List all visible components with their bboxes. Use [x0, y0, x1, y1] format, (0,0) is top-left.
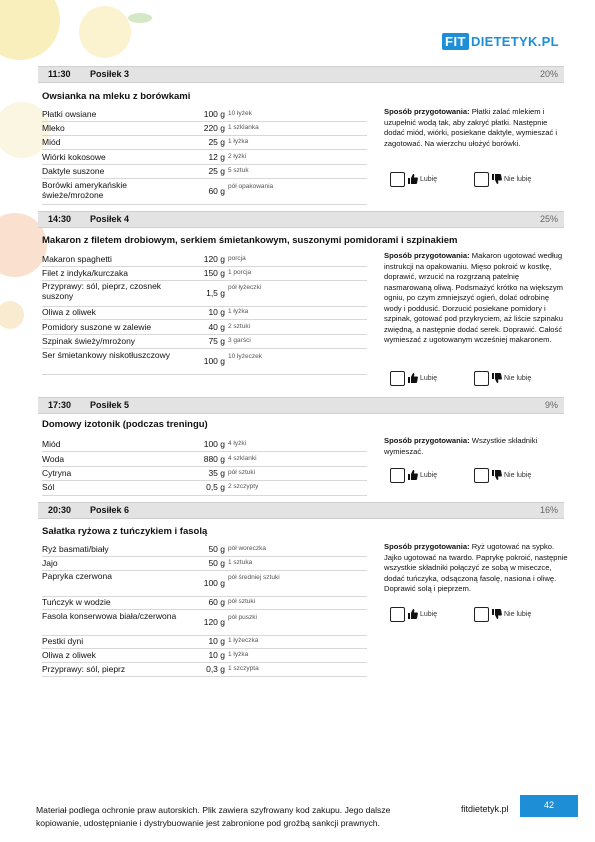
- copyright-line-1: Materiał podlega ochronie praw autorskich. Plik zawiera szyfrowany kod zakupu. Jego dalsze: [36, 805, 391, 815]
- ingredient-unit: 10 łyżek: [228, 110, 252, 117]
- ingredient-name: Przyprawy: sól, pieprz: [42, 664, 126, 674]
- ingredient-quantity: 100 g: [203, 578, 225, 588]
- ingredient-name: Szpinak świeży/mrożony: [42, 336, 136, 346]
- logo-text: DIETETYK.PL: [471, 33, 559, 49]
- meal-name: Posiłek 5: [90, 400, 130, 410]
- ingredient-quantity: 10 g: [208, 650, 225, 660]
- ingredient-unit: 1 sztuka: [228, 559, 253, 566]
- ingredient-row: [42, 662, 367, 677]
- ingredient-name: Papryka czerwona: [42, 571, 112, 581]
- meal-percent: 25%: [539, 214, 558, 224]
- ingredient-name: Miód: [42, 439, 61, 449]
- meal-percent: 16%: [539, 505, 558, 515]
- ingredient-row: [42, 648, 367, 663]
- ingredient-quantity: 60 g: [208, 186, 225, 196]
- ingredient-row: [42, 635, 367, 649]
- ingredient-unit: 3 garści: [228, 337, 251, 344]
- ingredient-quantity: 60 g: [208, 597, 225, 607]
- ingredient-row: [42, 349, 367, 375]
- ingredient-row: [42, 480, 367, 496]
- dislike-checkbox[interactable]: [474, 172, 489, 187]
- recipe-title: Owsianka na mleku z borówkami: [42, 91, 191, 102]
- ingredient-name: Oliwa z oliwek: [42, 650, 96, 660]
- meal-percent: 20%: [539, 69, 558, 79]
- ingredient-name: Wiórki kokosowe: [42, 152, 106, 162]
- ingredient-unit: pół średniej sztuki: [228, 574, 280, 581]
- ingredient-quantity: 120 g: [203, 617, 225, 627]
- dislike-checkbox[interactable]: [474, 468, 489, 483]
- preparation-body: Wszystkie składniki wymieszać.: [384, 436, 538, 456]
- ingredient-name: Cytryna: [42, 468, 72, 478]
- ingredient-quantity: 50 g: [208, 544, 225, 554]
- preparation-text: [384, 436, 568, 457]
- ingredient-row: [42, 610, 367, 636]
- like-label: Lubię: [420, 472, 438, 479]
- ingredient-unit: 2 szczypty: [228, 483, 259, 490]
- ingredient-row: [42, 253, 367, 267]
- ingredient-quantity: 100 g: [203, 356, 225, 366]
- ingredient-unit: 1 łyżka: [228, 651, 249, 658]
- meal-header: [38, 502, 564, 519]
- meal-time: 20:30: [48, 505, 72, 515]
- ingredient-unit: 1 porcja: [228, 269, 252, 276]
- ingredient-quantity: 10 g: [208, 307, 225, 317]
- preparation-text: [384, 251, 568, 346]
- ingredient-row: [42, 267, 367, 281]
- dislike-label: Nie lubię: [504, 176, 532, 183]
- ingredient-quantity: 0,3 g: [206, 664, 225, 674]
- like-label: Lubię: [420, 375, 438, 382]
- ingredient-name: Przyprawy: sól, pieprz, czosnek suszony: [42, 281, 162, 301]
- preparation-text: [384, 542, 568, 595]
- recipe-title: Sałatka ryżowa z tuńczykiem i fasolą: [42, 526, 208, 537]
- ingredient-row: [42, 108, 367, 122]
- ingredient-quantity: 50 g: [208, 558, 225, 568]
- meal-percent: 9%: [544, 400, 558, 410]
- ingredient-unit: 1 szczypta: [228, 665, 259, 672]
- meal-header: [38, 66, 564, 83]
- ingredient-unit: 2 łyżki: [228, 153, 247, 160]
- meal-time: 17:30: [48, 400, 72, 410]
- ingredient-row: [42, 556, 367, 571]
- ingredient-quantity: 25 g: [208, 137, 225, 147]
- ingredient-unit: pół łyżeczki: [228, 284, 262, 291]
- ingredient-unit: pół woreczka: [228, 545, 266, 552]
- ingredient-unit: 1 łyżeczka: [228, 637, 259, 644]
- logo-fit: FIT: [442, 33, 469, 50]
- ingredient-quantity: 880 g: [203, 454, 225, 464]
- footer-site[interactable]: fitdietetyk.pl: [461, 804, 509, 814]
- ingredient-row: [42, 334, 367, 349]
- ingredient-name: Filet z indyka/kurczaka: [42, 268, 128, 278]
- ingredient-unit: pół puszki: [228, 614, 257, 621]
- ingredient-name: Fasola konserwowa biała/czerwona: [42, 611, 177, 621]
- meal-header: [38, 211, 564, 228]
- ingredient-unit: pół sztuki: [228, 469, 256, 476]
- ingredient-quantity: 40 g: [208, 322, 225, 332]
- ingredient-quantity: 75 g: [208, 336, 225, 346]
- brand-logo[interactable]: [442, 31, 559, 51]
- ingredient-unit: 10 łyżeczek: [228, 353, 262, 360]
- ingredient-row: [42, 570, 367, 597]
- ingredient-name: Tuńczyk w wodzie: [42, 597, 111, 607]
- like-checkbox[interactable]: [390, 172, 405, 187]
- ingredient-unit: 2 sztuki: [228, 323, 251, 330]
- ingredient-row: [42, 466, 367, 481]
- page-number: 42: [520, 795, 578, 817]
- ingredient-name: Ryż basmati/biały: [42, 544, 109, 554]
- ingredient-quantity: 0,5 g: [206, 482, 225, 492]
- ingredient-name: Płatki owsiane: [42, 109, 97, 119]
- ingredient-name: Pestki dyni: [42, 636, 84, 646]
- dislike-label: Nie lubię: [504, 611, 532, 618]
- ingredient-name: Mleko: [42, 123, 65, 133]
- meal-time: 14:30: [48, 214, 72, 224]
- like-checkbox[interactable]: [390, 607, 405, 622]
- ingredient-unit: 1 łyżka: [228, 308, 249, 315]
- ingredient-name: Makaron spaghetti: [42, 254, 112, 264]
- meal-header: [38, 397, 564, 414]
- ingredient-quantity: 120 g: [203, 254, 225, 264]
- like-checkbox[interactable]: [390, 371, 405, 386]
- ingredient-name: Pomidory suszone w zalewie: [42, 322, 152, 332]
- ingredient-row: [42, 306, 367, 320]
- ingredient-quantity: 1,5 g: [206, 288, 225, 298]
- ingredient-name: Woda: [42, 454, 65, 464]
- ingredient-quantity: 10 g: [208, 636, 225, 646]
- like-label: Lubię: [420, 176, 438, 183]
- ingredient-unit: 5 sztuk: [228, 167, 249, 174]
- ingredient-row: [42, 596, 367, 610]
- ingredient-name: Jajo: [42, 558, 58, 568]
- like-checkbox[interactable]: [390, 468, 405, 483]
- ingredient-quantity: 25 g: [208, 166, 225, 176]
- meal-time: 11:30: [48, 69, 71, 79]
- ingredient-row: [42, 437, 367, 452]
- copyright-line-2: kopiowanie, udostępnianie i dystrybuowanie jest zabronione pod groźbą sankcji prawnych.: [36, 818, 380, 828]
- ingredient-unit: pół opakowania: [228, 183, 274, 190]
- like-label: Lubię: [420, 611, 438, 618]
- ingredient-row: [42, 280, 367, 307]
- ingredient-name: Oliwa z oliwek: [42, 307, 96, 317]
- ingredient-name: Daktyle suszone: [42, 166, 105, 176]
- meal-name: Posiłek 4: [90, 214, 130, 224]
- ingredient-unit: 4 łyżki: [228, 440, 247, 447]
- ingredient-name: Borówki amerykańskie świeże/mrożone: [42, 180, 128, 200]
- copyright-notice: [36, 804, 436, 830]
- recipe-title: Makaron z filetem drobiowym, serkiem śmietankowym, suszonymi pomidorami i szpinakiem: [42, 235, 458, 246]
- preparation-body: Ryż ugotować na sypko. Jajko ugotować na twardo. Paprykę pokroić, następnie wszystkie składniki połączyć ze sobą w miseczce, dodać tuńczyka, odsączoną fasolę, nasiona i oliwę. Doprawić solą i pieprzem.: [384, 542, 568, 593]
- preparation-body: Makaron ugotować według instrukcji na opakowaniu. Mięso pokroić w kostkę, doprawić, wrzucić na rozgrzaną patelnię nasmarowaną oliwą. Podsmażyć krótko na większym ogniu, po czym zmniejszyć ogień, dolać odrobinę wody i poddusić. Dorzucić posiekane pomidory i szpinak, gotować pod przykryciem, aż liście szpinaku zwiędną, a następnie dodać serek. Doprawić. Całość wymieszać z ugotowanym wcześniej makaronem.: [384, 251, 563, 344]
- ingredient-unit: 1 szklanka: [228, 124, 259, 131]
- ingredient-quantity: 150 g: [203, 268, 225, 278]
- recipe-title: Domowy izotonik (podczas treningu): [42, 419, 208, 430]
- meal-name: Posiłek 6: [90, 505, 130, 515]
- dislike-checkbox[interactable]: [474, 371, 489, 386]
- ingredient-quantity: 35 g: [208, 468, 225, 478]
- ingredient-row: [42, 452, 367, 467]
- ingredient-row: [42, 542, 367, 557]
- ingredient-name: Ser śmietankowy niskotłuszczowy: [42, 350, 171, 360]
- ingredient-row: [42, 136, 367, 150]
- preparation-text: [384, 107, 568, 149]
- preparation-label: Sposób przygotowania:: [384, 436, 470, 445]
- ingredient-quantity: 100 g: [203, 439, 225, 449]
- ingredient-row: [42, 165, 367, 179]
- preparation-label: Sposób przygotowania:: [384, 251, 470, 260]
- ingredient-row: [42, 179, 367, 205]
- ingredient-row: [42, 150, 367, 165]
- dislike-checkbox[interactable]: [474, 607, 489, 622]
- ingredient-unit: 1 łyżka: [228, 138, 249, 145]
- meal-name: Posiłek 3: [90, 69, 130, 79]
- dislike-label: Nie lubię: [504, 375, 532, 382]
- ingredient-quantity: 100 g: [203, 109, 225, 119]
- dislike-label: Nie lubię: [504, 472, 532, 479]
- ingredient-unit: 4 szklanki: [228, 455, 257, 462]
- preparation-body: Płatki zalać mlekiem i uzupełnić wodą tak, aby zakryć płatki. Następnie dodać miód, wiórki, posiekane daktyle, wymieszać i zagotować. Na wierzchu ułożyć borówki.: [384, 107, 558, 148]
- ingredient-name: Miód: [42, 137, 61, 147]
- ingredient-unit: pół sztuki: [228, 598, 256, 605]
- preparation-label: Sposób przygotowania:: [384, 542, 470, 551]
- ingredient-unit: porcja: [228, 255, 246, 262]
- ingredient-quantity: 12 g: [208, 152, 225, 162]
- ingredient-quantity: 220 g: [203, 123, 225, 133]
- preparation-label: Sposób przygotowania:: [384, 107, 470, 116]
- ingredient-row: [42, 122, 367, 136]
- ingredient-name: Sól: [42, 482, 55, 492]
- ingredient-row: [42, 320, 367, 335]
